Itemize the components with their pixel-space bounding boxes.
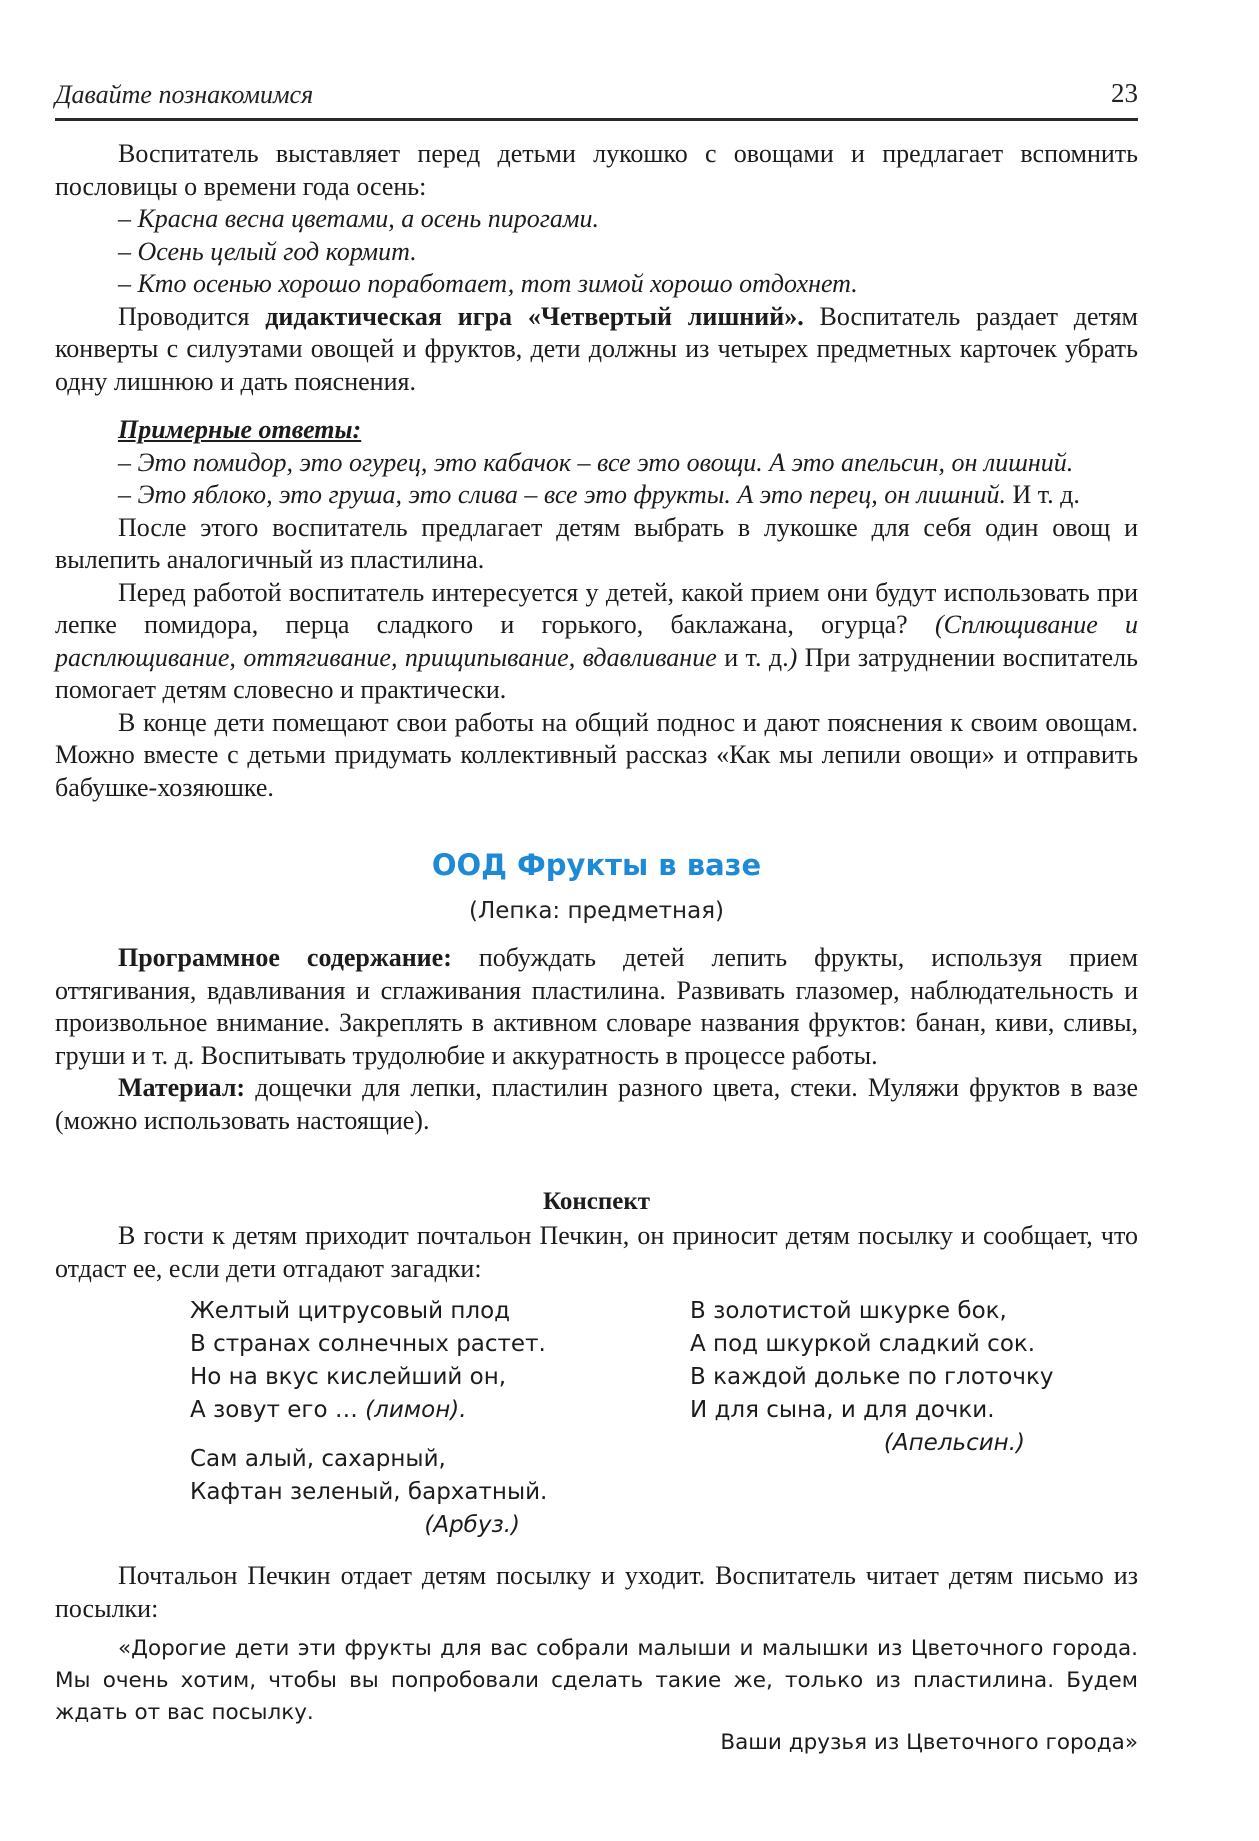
material-label: Материал: [118,1073,246,1102]
closing-block [55,1560,1138,1625]
letter-signature: Ваши друзья из Цветочного города» [720,1730,1138,1755]
ending-paragraph: В конце дети помещают свои работы на общий поднос и дают пояснения к своим овощам. Можно вместе с детьми придумать коллективный рассказ «Как мы лепили овощи» и отправить бабушке-хозяюшке. [55,707,1138,802]
technique-close: ) [788,642,798,672]
game-text-rest: Воспитатель раздает детям конверты с силуэтами овощей и фруктов, дети должны из четырех предметных карточек убрать одну лишнюю и дать пояснения. [55,301,1138,396]
riddle-line: Сам алый, сахарный, [190,1446,446,1472]
answer-line-2-tail: И т. д. [1005,480,1080,509]
section-title: ООД Фрукты в вазе [431,848,762,882]
riddle-line: И для сына, и для дочки. [690,1397,995,1423]
intro-paragraph: Воспитатель выставляет перед детьми лукошко с овощами и предлагает вспомнить пословицы о времени года осень: [55,139,1138,201]
material-paragraph [55,1072,1138,1137]
riddle-lemon [190,1295,546,1427]
riddle-watermelon [190,1443,548,1542]
konspekt-paragraph: В гости к детям приходит почтальон Печкин, он приносит детям посылку и сообщает, что отдаст ее, если дети отгадают загадки: [55,1221,1138,1283]
answers-heading-line [55,414,1138,447]
answers-heading: Примерные ответы: [118,415,362,444]
program-label: Программное содержание: [118,943,452,972]
technique-question: Перед работой воспитатель интересуется у детей, какой прием они будут использовать при лепке помидора, перца сладкого и горького, баклажана, огурца? [55,577,1138,639]
running-title: Давайте познакомимся [55,80,314,109]
program-block [55,942,1138,1137]
intro-block [55,138,1138,398]
material-text: дощечки для лепки, пластилин разного цвета, стеки. Муляжи фруктов в вазе (можно использовать настоящие). [55,1073,1138,1135]
answer-line-2 [55,479,1138,512]
proverb-2: – Осень целый год кормит. [118,236,417,266]
letter-block [55,1633,1138,1729]
konspekt-block [55,1220,1138,1285]
riddle-line: Но на вкус кислейший он, [190,1364,507,1390]
header-rule [55,118,1138,121]
answer-line-1: – Это помидор, это огурец, это кабачок – все это овощи. А это апельсин, он лишний. [118,447,1074,477]
answer-line-2-text: – Это яблоко, это груша, это слива – все это фрукты. А это перец, он лишний. [118,480,1006,509]
proverb-3: – Кто осенью хорошо поработает, тот зимой хорошо отдохнет. [118,269,858,298]
konspekt-title: Конспект [542,1188,651,1215]
closing-paragraph: Почтальон Печкин отдает детям посылку и уходит. Воспитатель читает детям письмо из посылки: [55,1561,1138,1623]
riddle-answer: (Арбуз.) [424,1512,520,1538]
program-paragraph [55,942,1138,1072]
riddle-line: Кафтан зеленый, бархатный. [190,1479,548,1505]
game-paragraph [55,301,1138,399]
running-header [55,80,1138,116]
program-text: побуждать детей лепить фрукты, используя прием оттягивания, вдавливания и сглаживания пластилина. Развивать глазомер, наблюдательность и произвольное внимание. Закреплять в активном словаре названия фруктов: банан, киви, сливы, груши и т. д. Воспитывать трудолюбие и аккуратность в процессе работы. [55,943,1138,1070]
riddle-line: А под шкуркой сладкий сок. [690,1331,1036,1357]
riddle-answer: (Апельсин.) [883,1430,1025,1456]
riddle-orange [690,1295,1054,1460]
riddle-line: В каждой дольке по глоточку [690,1364,1054,1390]
riddle-line: В золотистой шкурке бок, [690,1298,1007,1324]
answers-block [55,414,1138,804]
proverb-1: – Красна весна цветами, а осень пирогами. [118,204,599,233]
technique-help: При затруднении воспитатель помогает детям словесно и практически. [55,642,1138,704]
technique-etc: и т. д. [716,642,789,672]
section-subtitle: (Лепка: предметная) [468,898,725,924]
page-number: 23 [1111,78,1138,108]
riddle-last-line: А зовут его … [190,1397,366,1423]
game-title: дидактическая игра «Четвертый лишний». [265,301,804,331]
choose-vegetable-paragraph: После этого воспитатель предлагает детям выбрать в лукошке для себя один овощ и вылепить аналогичный из пластилина. [55,512,1138,574]
riddle-answer: (лимон). [365,1397,467,1423]
technique-list: (Сплющивание и расплющивание, оттягивание, прищипывание, вдавливание [55,610,1138,672]
riddle-line [190,1394,546,1427]
technique-paragraph [55,577,1138,707]
game-text-start: Проводится [118,301,266,331]
letter-text: «Дорогие дети эти фрукты для вас собрали малыши и малышки из Цветочного города. Мы очень хотим, чтобы вы попробовали сделать такие же, только из пластилина. Будем ждать от вас посылку. [55,1636,1138,1725]
riddle-line: В странах солнечных растет. [190,1331,546,1357]
riddle-line: Желтый цитрусовый плод [190,1298,511,1324]
